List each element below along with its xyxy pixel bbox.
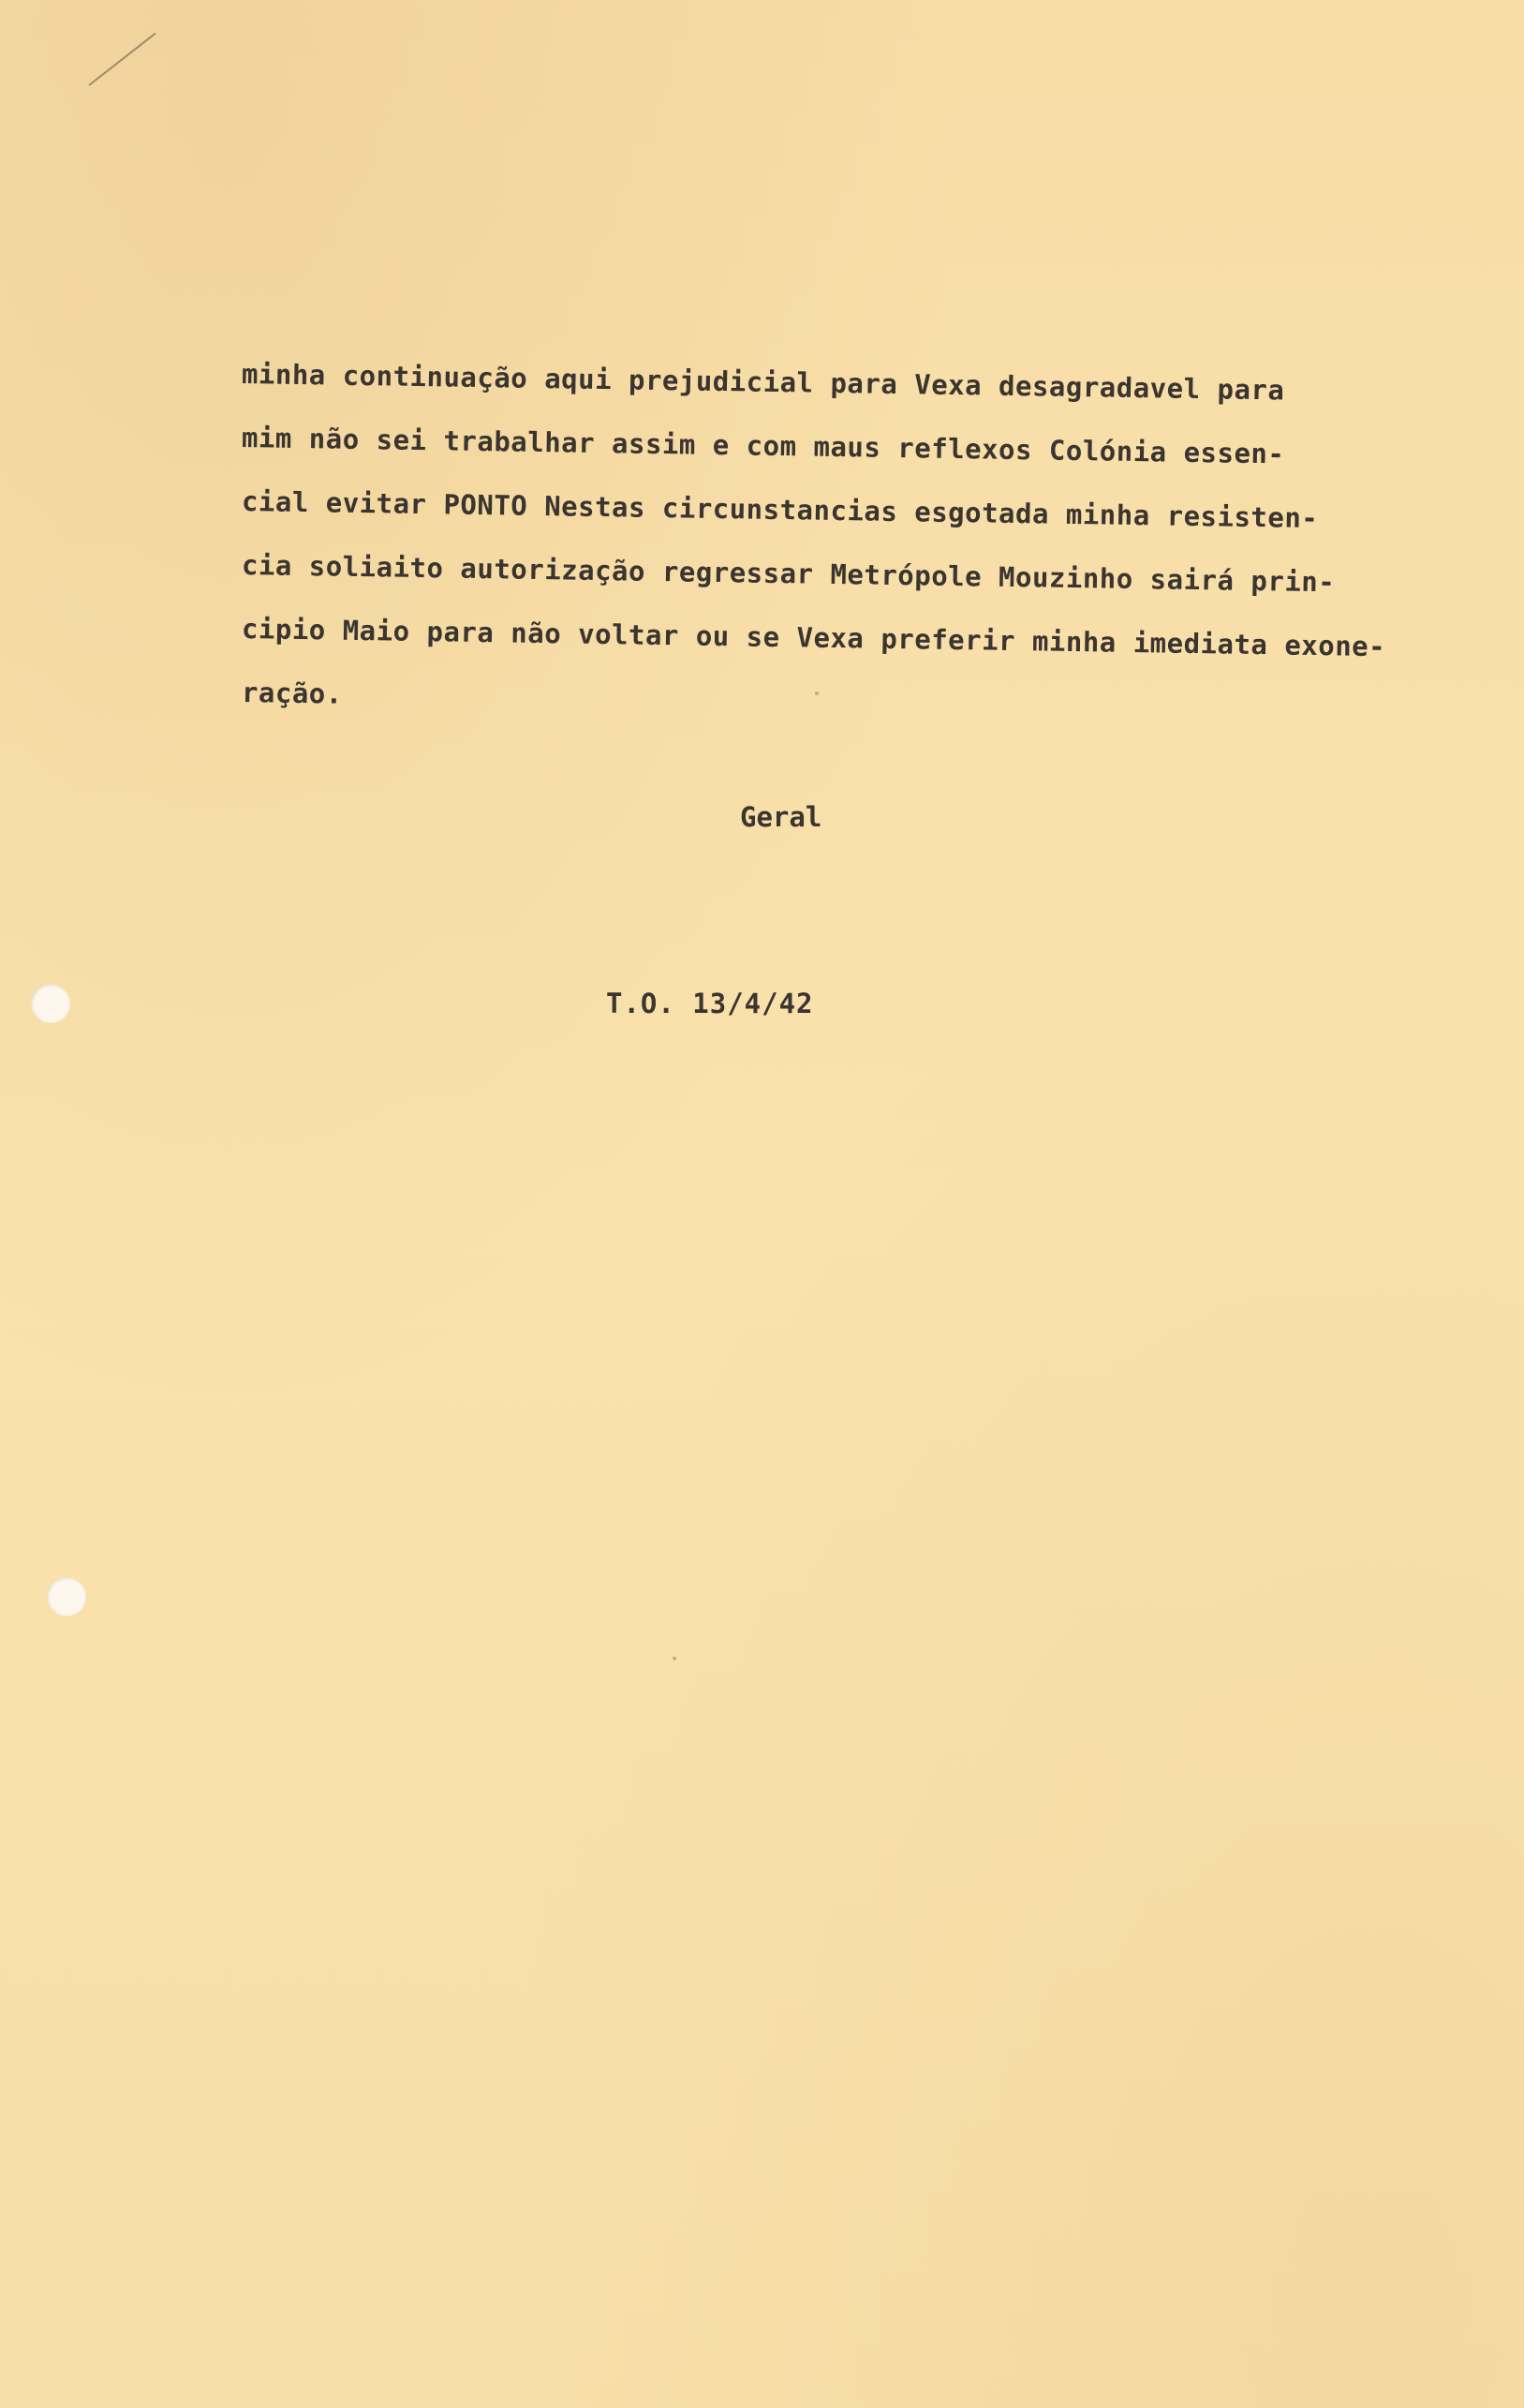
telegram-body	[242, 342, 1516, 724]
punch-hole-top	[31, 984, 70, 1023]
body-line: cial evitar PONTO Nestas circunstancias esgotada minha resisten-	[241, 485, 1319, 535]
body-line: mim não sei trabalhar assim e com maus reflexos Colónia essen-	[241, 422, 1285, 470]
body-line: cia soliaito autorização regressar Metrópole Mouzinho sairá prin-	[241, 549, 1336, 599]
signature: Geral	[740, 801, 822, 833]
punch-hole-bottom	[47, 1577, 86, 1616]
body-line: ração.	[241, 676, 344, 710]
body-line: cipio Maio para não voltar ou se Vexa preferir minha imediata exone-	[241, 613, 1386, 663]
body-line: minha continuação aqui prejudicial para Vexa desagradavel para	[241, 358, 1285, 407]
pencil-mark	[88, 33, 155, 86]
paper-speck	[673, 1657, 676, 1660]
reference-date: T.O. 13/4/42	[606, 988, 814, 1019]
